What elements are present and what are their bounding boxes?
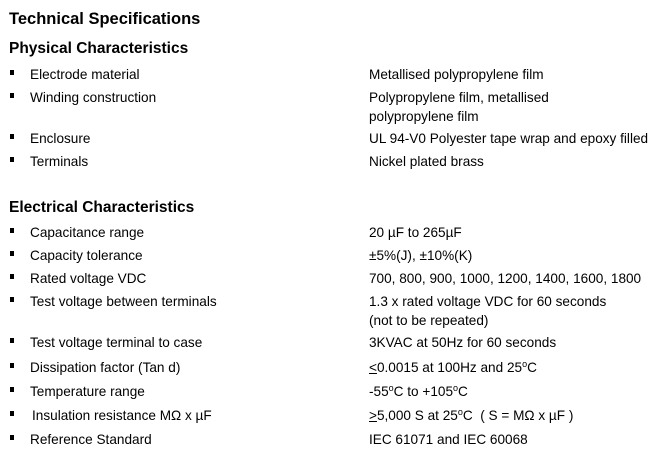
spec-label: Reference Standard <box>30 432 152 447</box>
spec-value: 3KVAC at 50Hz for 60 seconds <box>369 335 557 350</box>
bullet-icon <box>10 93 14 98</box>
spec-value <box>369 406 659 425</box>
bullet-icon <box>10 274 14 279</box>
spec-label: Test voltage terminal to case <box>30 335 203 350</box>
spec-value: 20 µF to 265µF <box>369 225 462 240</box>
spec-value: 700, 800, 900, 1000, 1200, 1400, 1600, 1800 <box>369 271 642 286</box>
spec-label: Terminals <box>30 154 89 169</box>
degree-symbol: o <box>453 383 459 393</box>
spec-label: Capacity tolerance <box>30 248 143 263</box>
spec-value-unit: C <box>458 384 468 399</box>
spec-value-text: 5,000 S at 25 <box>376 408 458 423</box>
spec-label: Insulation resistance MΩ x µF <box>32 408 212 423</box>
spec-value-unit: C ( S = MΩ x µF ) <box>462 408 574 423</box>
spec-value: IEC 61071 and IEC 60068 <box>369 432 528 447</box>
bullet-icon <box>10 228 14 233</box>
electrical-characteristics-heading: Electrical Characteristics <box>9 199 195 216</box>
spec-value <box>369 358 659 377</box>
spec-value-text: C to +105 <box>393 384 453 399</box>
bullet-icon <box>10 435 14 440</box>
spec-label: Test voltage between terminals <box>30 294 217 309</box>
spec-value <box>369 88 659 126</box>
spec-label: Enclosure <box>30 131 91 146</box>
spec-label: Temperature range <box>30 384 145 399</box>
spec-value-line: polypropylene film <box>369 109 479 124</box>
bullet-icon <box>10 70 14 75</box>
spec-value-unit: C <box>527 360 537 375</box>
bullet-icon <box>10 157 14 162</box>
spec-label: Dissipation factor (Tan d) <box>30 360 181 375</box>
spec-value-text: 0.0015 at 100Hz and 25 <box>376 360 523 375</box>
spec-value: ±5%(J), ±10%(K) <box>369 248 473 263</box>
spec-label: Winding construction <box>30 90 157 105</box>
bullet-icon <box>10 134 14 139</box>
page-title: Technical Specifications <box>9 10 201 28</box>
spec-value <box>369 382 659 401</box>
spec-value-line: (not to be repeated) <box>369 313 489 328</box>
spec-value <box>369 292 659 330</box>
spec-value-line: Polypropylene film, metallised <box>369 90 549 105</box>
spec-label: Electrode material <box>30 67 140 82</box>
spec-value: Nickel plated brass <box>369 154 484 169</box>
spec-value-line: 1.3 x rated voltage VDC for 60 seconds <box>369 294 607 309</box>
spec-label: Rated voltage VDC <box>30 271 147 286</box>
spec-label: Capacitance range <box>30 225 145 240</box>
bullet-icon <box>10 297 14 302</box>
spec-value: UL 94-V0 Polyester tape wrap and epoxy filled <box>369 131 649 146</box>
bullet-icon <box>10 363 14 368</box>
greater-than-or-equal-symbol: > <box>369 408 377 423</box>
bullet-icon <box>10 411 14 416</box>
bullet-icon <box>10 251 14 256</box>
less-than-or-equal-symbol: < <box>369 360 377 375</box>
bullet-icon <box>10 338 14 343</box>
spec-value-text: -55 <box>369 384 389 399</box>
degree-symbol: o <box>457 407 463 417</box>
spec-value: Metallised polypropylene film <box>369 67 544 82</box>
degree-symbol: o <box>388 383 394 393</box>
degree-symbol: o <box>522 359 528 369</box>
physical-characteristics-heading: Physical Characteristics <box>9 40 189 57</box>
bullet-icon <box>10 387 14 392</box>
